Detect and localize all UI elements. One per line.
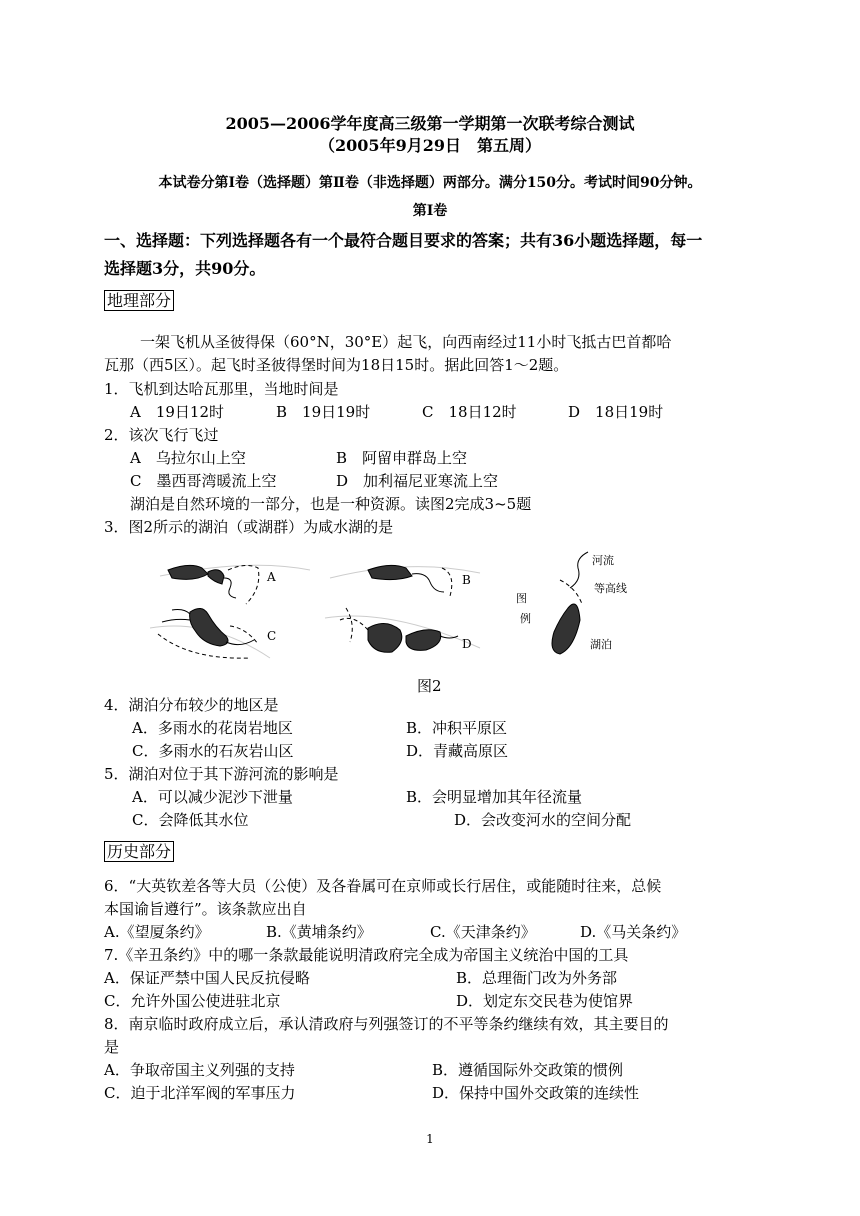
legend-contour: 等高线 xyxy=(594,582,627,595)
volume-title: 第Ⅰ卷 xyxy=(412,203,448,219)
faint-background-line-4 xyxy=(325,616,480,648)
legend-contour-line xyxy=(560,580,582,604)
section-heading-line1: 一、选择题：下列选择题各有一个最符合题目要求的答案；共有36小题选择题，每一 xyxy=(104,231,703,250)
lake-d-left xyxy=(368,623,402,652)
lake-intro: 湖泊是自然环境的一部分，也是一种资源。读图2完成3~5题 xyxy=(130,495,532,513)
page-number: 1 xyxy=(426,1132,434,1146)
figure-caption: 图2 xyxy=(417,677,442,695)
contour-d xyxy=(340,618,368,630)
q8-option-c: C．迫于北洋军阀的军事压力 xyxy=(104,1084,296,1102)
q6-option-d: D.《马关条约》 xyxy=(580,923,687,941)
hist-label-wrap xyxy=(104,841,174,863)
q6-option-c: C.《天津条约》 xyxy=(430,923,536,941)
question-4: 4．湖泊分布较少的地区是 xyxy=(104,696,279,714)
q7-option-d: D．划定东交民巷为使馆界 xyxy=(456,992,634,1010)
q4-option-b: B．冲积平原区 xyxy=(406,719,508,737)
q5-option-c: C．会降低其水位 xyxy=(132,811,249,829)
q6-option-b: B.《黄埔条约》 xyxy=(266,923,372,941)
q4-option-d: D．青藏高原区 xyxy=(406,742,509,760)
hist-section-label: 历史部分 xyxy=(104,841,174,862)
contour-a xyxy=(228,565,259,604)
q5-option-d: D．会改变河水的空间分配 xyxy=(454,811,632,829)
lake-c xyxy=(190,608,228,646)
legend-lake-shape xyxy=(552,604,580,654)
lake-d-right xyxy=(406,630,441,651)
q4-option-a: A．多雨水的花岗岩地区 xyxy=(132,719,293,737)
q7-option-b: B．总理衙门改为外务部 xyxy=(456,969,618,987)
question-8-line1: 8．南京临时政府成立后，承认清政府与列强签订的不平等条约继续有效，其主要目的 xyxy=(104,1015,669,1033)
q6-option-a: A.《望厦条约》 xyxy=(104,923,210,941)
legend-title-2: 例 xyxy=(520,612,531,625)
geo-section-label: 地理部分 xyxy=(104,290,174,311)
q5-option-a: A．可以减少泥沙下泄量 xyxy=(132,788,293,806)
label-d: D xyxy=(462,637,472,651)
question-1: 1．飞机到达哈瓦那里，当地时间是 xyxy=(104,380,339,398)
q2-option-a: A 乌拉尔山上空 xyxy=(130,449,246,467)
river-c-in xyxy=(162,619,190,622)
legend-title-1: 图 xyxy=(516,592,527,605)
question-6-line1: 6．“大英钦差各等大员（公使）及各眷属可在京师或长行居住，或能随时往来，总候 xyxy=(104,877,662,895)
geo-label-wrap xyxy=(104,290,174,312)
label-c: C xyxy=(267,629,277,643)
question-8-line2: 是 xyxy=(104,1038,120,1056)
q1-option-c: C 18日12时 xyxy=(422,403,517,421)
label-a: A xyxy=(267,570,276,584)
contour-c xyxy=(230,626,258,644)
q7-option-c: C．允许外国公使进驻北京 xyxy=(104,992,281,1010)
question-7: 7.《辛丑条约》中的哪一条款最能说明清政府完全成为帝国主义统治中国的工具 xyxy=(104,946,629,964)
q8-option-b: B．遵循国际外交政策的惯例 xyxy=(432,1061,624,1079)
section-heading-line2: 选择题3分，共90分。 xyxy=(104,259,266,278)
q5-option-b: B．会明显增加其年径流量 xyxy=(406,788,583,806)
q2-option-c: C 墨西哥湾暖流上空 xyxy=(130,472,277,490)
exam-title: 2005—2006学年度高三级第一学期第一次联考综合测试 xyxy=(225,114,635,133)
exam-instructions: 本试卷分第Ⅰ卷（选择题）第Ⅱ卷（非选择题）两部分。满分150分。考试时间90分钟。 xyxy=(158,175,702,191)
q7-option-a: A．保证严禁中国人民反抗侵略 xyxy=(104,969,310,987)
river-a xyxy=(224,578,236,598)
q4-option-c: C．多雨水的石灰岩山区 xyxy=(132,742,294,760)
q1-option-b: B 19日19时 xyxy=(276,403,371,421)
legend-river: 河流 xyxy=(592,554,614,567)
q8-option-d: D．保持中国外交政策的连续性 xyxy=(432,1084,640,1102)
q2-option-d: D 加利福尼亚寒流上空 xyxy=(336,472,499,490)
q2-option-b: B 阿留申群岛上空 xyxy=(336,449,468,467)
geo-intro-line1: 一架飞机从圣彼得保（60°N，30°E）起飞，向西南经过11小时飞抵古巴首都哈 xyxy=(140,333,672,351)
contour-d-2 xyxy=(346,608,352,642)
exam-date: （2005年9月29日 第五周） xyxy=(319,136,541,155)
legend-river-line xyxy=(570,552,588,588)
q1-option-a: A 19日12时 xyxy=(130,403,225,421)
question-6-line2: 本国谕旨遵行”。该条款应出自 xyxy=(104,900,307,918)
legend-lake: 湖泊 xyxy=(590,638,612,651)
label-b: B xyxy=(462,573,471,587)
lake-a-upper xyxy=(168,565,208,579)
lake-a-upper-tip xyxy=(208,570,224,584)
geo-intro-line2: 瓦那（西5区）。起飞时圣彼得堡时间为18日15时。据此回答1～2题。 xyxy=(104,356,569,374)
question-2: 2．该次飞行飞过 xyxy=(104,426,219,444)
question-5: 5．湖泊对位于其下游河流的影响是 xyxy=(104,765,339,783)
question-3: 3．图2所示的湖泊（或湖群）为咸水湖的是 xyxy=(104,518,394,536)
q8-option-a: A．争取帝国主义列强的支持 xyxy=(104,1061,295,1079)
river-c-in-2 xyxy=(172,610,190,615)
lake-b xyxy=(368,565,412,579)
river-b xyxy=(412,574,444,592)
q1-option-d: D 18日19时 xyxy=(568,403,664,421)
lake-figure xyxy=(150,548,710,672)
